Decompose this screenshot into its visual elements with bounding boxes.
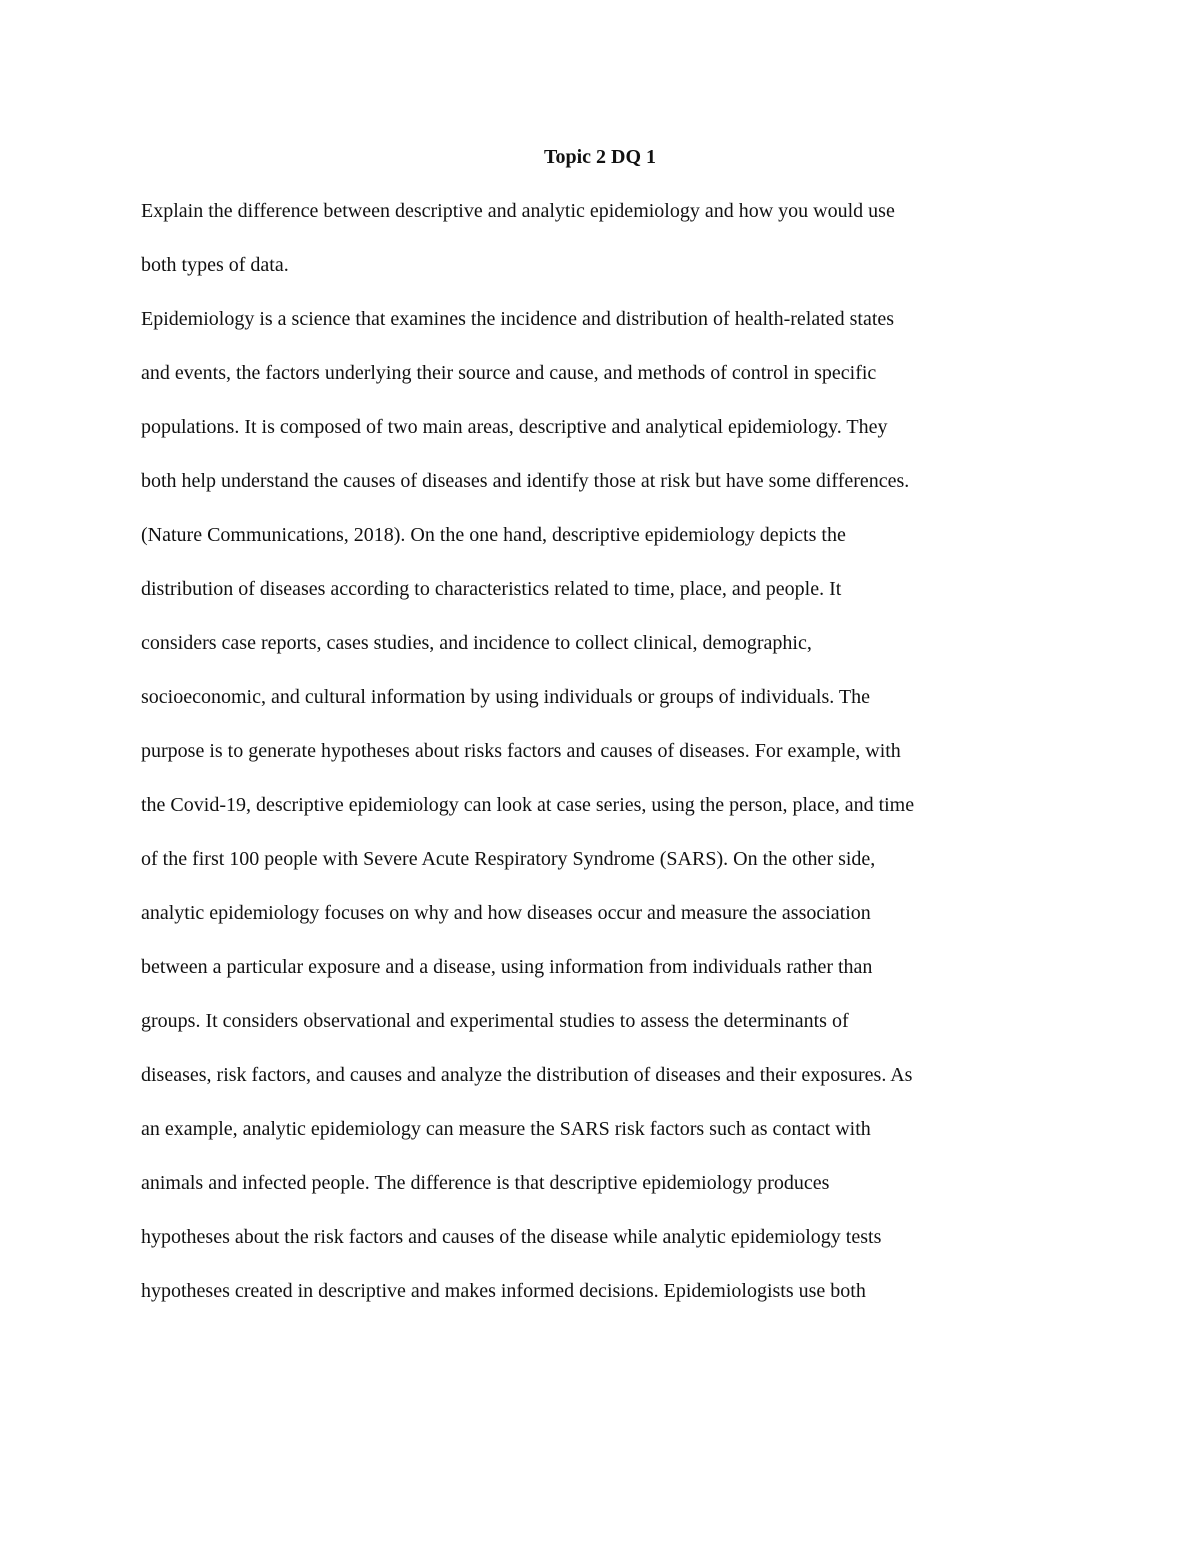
text-line: Explain the difference between descriptive and analytic epidemiology and how you would use: [141, 200, 895, 222]
text-line: hypotheses about the risk factors and causes of the disease while analytic epidemiology tests: [141, 1226, 882, 1248]
text-line: and events, the factors underlying their source and cause, and methods of control in specific: [141, 362, 877, 384]
text-line: analytic epidemiology focuses on why and how diseases occur and measure the association: [141, 902, 871, 924]
text-line: considers case reports, cases studies, and incidence to collect clinical, demographic,: [141, 632, 812, 654]
text-line: between a particular exposure and a disease, using information from individuals rather than: [141, 956, 873, 978]
text-line: distribution of diseases according to characteristics related to time, place, and people. It: [141, 578, 842, 600]
text-line: hypotheses created in descriptive and makes informed decisions. Epidemiologists use both: [141, 1280, 866, 1302]
text-line: Epidemiology is a science that examines the incidence and distribution of health-related states: [141, 308, 895, 330]
document-title: Topic 2 DQ 1: [543, 146, 657, 168]
text-line: both help understand the causes of diseases and identify those at risk but have some differences.: [141, 470, 910, 492]
text-line: purpose is to generate hypotheses about risks factors and causes of diseases. For example, with: [141, 740, 901, 762]
text-line: of the first 100 people with Severe Acute Respiratory Syndrome (SARS). On the other side,: [141, 848, 876, 870]
text-line: populations. It is composed of two main areas, descriptive and analytical epidemiology. They: [141, 416, 888, 438]
text-line: animals and infected people. The difference is that descriptive epidemiology produces: [141, 1172, 830, 1194]
text-line: the Covid-19, descriptive epidemiology can look at case series, using the person, place, and time: [141, 794, 915, 816]
text-line: diseases, risk factors, and causes and analyze the distribution of diseases and their exposures. As: [141, 1064, 913, 1086]
text-line: (Nature Communications, 2018). On the one hand, descriptive epidemiology depicts the: [141, 524, 846, 546]
text-line: both types of data.: [141, 254, 289, 276]
text-line: socioeconomic, and cultural information by using individuals or groups of individuals. The: [141, 686, 870, 708]
text-line: an example, analytic epidemiology can measure the SARS risk factors such as contact with: [141, 1118, 871, 1140]
text-line: groups. It considers observational and experimental studies to assess the determinants of: [141, 1010, 849, 1032]
